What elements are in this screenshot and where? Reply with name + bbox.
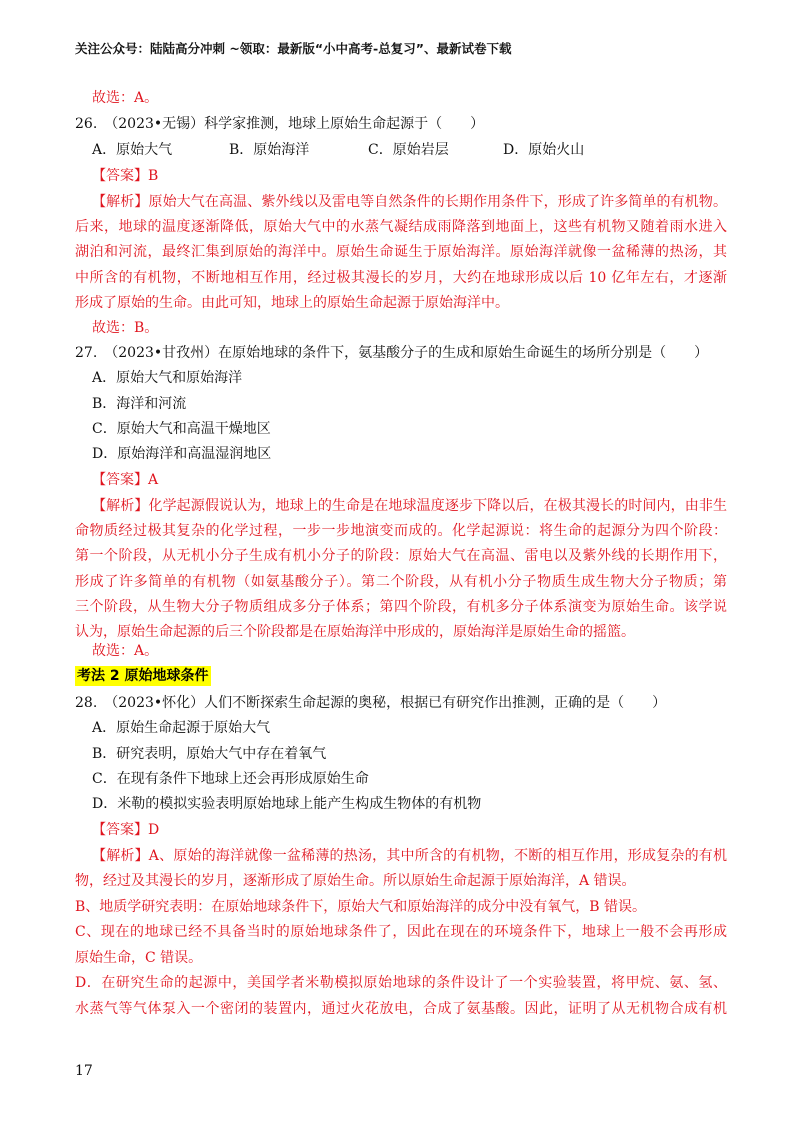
q28-option-d: D．米勒的模拟实验表明原始地球上能产生构成生物体的有机物: [92, 796, 482, 812]
q26-conclusion: 故选：B。: [92, 320, 159, 336]
q27-analysis-line: 【解析】化学起源假说认为，地球上的生命是在地球温度逐步下降以后，在极其漫长的时间内，由非生: [92, 498, 727, 514]
q28-analysis-line: 水蒸气等气体泵入一个密闭的装置内，通过火花放电，合成了氨基酸。因此，证明了从无机物合成有机: [75, 1001, 727, 1017]
page-header: 关注公众号：陆陆高分冲刺 ~领取：最新版“小中高考-总复习”、最新试卷下载: [75, 41, 512, 56]
q27-option-c: C．原始大气和高温干燥地区: [92, 421, 271, 437]
q28-analysis-line: D．在研究生命的起源中，美国学者米勒模拟原始地球的条件设计了一个实验装置，将甲烷、氨、氢、: [75, 975, 727, 991]
page-number: 17: [75, 1063, 93, 1079]
q26-analysis-line: 形成了原始的生命。由此可知，地球上的原始生命起源于原始海洋中。: [75, 295, 509, 311]
q27-option-b: B．海洋和河流: [92, 396, 187, 412]
q26-option-c: C．原始岩层: [368, 142, 449, 158]
q28-analysis-line: C、现在的地球已经不具备当时的原始地球条件了，因此在现在的环境条件下，地球上一般不会再形成: [75, 924, 727, 940]
q28-analysis-line: 【解析】A、原始的海洋就像一盆稀薄的热汤，其中所含的有机物，不断的相互作用，形成复杂的有机: [92, 848, 727, 864]
q28-stem: 28. （2023•怀化）人们不断探索生命起源的奥秘，根据已有研究作出推测，正确的是（ ）: [75, 695, 667, 711]
q26-analysis-line: 后来，地球的温度逐渐降低，原始大气中的水蒸气凝结成雨降落到地面上，这些有机物又随着雨水进入: [75, 219, 727, 235]
q27-conclusion: 故选：A。: [92, 643, 159, 659]
q27-option-a: A．原始大气和原始海洋: [92, 370, 243, 386]
q26-option-a: A．原始大气: [92, 142, 173, 158]
q27-analysis-line: 形成了许多简单的有机物（如氨基酸分子）。第二个阶段，从有机小分子物质生成生物大分子物质；第: [75, 574, 727, 590]
q27-stem: 27. （2023•甘孜州）在原始地球的条件下，氨基酸分子的生成和原始生命诞生的场所分别是（ ）: [75, 345, 709, 361]
q27-analysis-line: 命物质经过极其复杂的化学过程，一步一步地演变而成的。化学起源说：将生命的起源分为四个阶段：: [75, 523, 727, 539]
q28-analysis-line: 原始生命，C 错误。: [75, 950, 203, 966]
q27-option-d: D．原始海洋和高温湿润地区: [92, 446, 272, 462]
q26-stem: 26. （2023•无锡）科学家推测，地球上原始生命起源于（ ）: [75, 116, 485, 132]
q26-analysis-line: 【解析】原始大气在高温、紫外线以及雷电等自然条件的长期作用条件下，形成了许多简单的有机物。: [92, 194, 727, 210]
q28-analysis-line: B、地质学研究表明：在原始地球条件下，原始大气和原始海洋的成分中没有氧气，B 错误。: [75, 899, 647, 915]
q28-option-b: B．研究表明，原始大气中存在着氧气: [92, 746, 327, 762]
prev-conclusion: 故选：A。: [92, 90, 159, 106]
q27-analysis-line: 第一个阶段，从无机小分子生成有机小分子的阶段：原始大气在高温、雷电以及紫外线的长期作用下，: [75, 548, 727, 564]
section-heading: 考法 2 原始地球条件: [77, 668, 209, 684]
q26-answer: 【答案】B: [92, 168, 159, 184]
q27-answer: 【答案】A: [92, 472, 159, 488]
q26-analysis-line: 中所含的有机物，不断地相互作用，经过极其漫长的岁月，大约在地球形成以后 10 亿年左右，才逐渐: [75, 270, 727, 286]
q27-analysis-line: 三个阶段，从生物大分子物质组成多分子体系；第四个阶段，有机多分子体系演变为原始生命。该学说: [75, 599, 727, 615]
q28-option-a: A．原始生命起源于原始大气: [92, 720, 271, 736]
q28-analysis-line: 物，经过及其漫长的岁月，逐渐形成了原始生命。所以原始生命起源于原始海洋，A 错误。: [75, 873, 636, 889]
q27-analysis-line: 认为，原始生命起源的后三个阶段都是在原始海洋中形成的，原始海洋是原始生命的摇篮。: [75, 624, 635, 640]
q28-option-c: C．在现有条件下地球上还会再形成原始生命: [92, 771, 369, 787]
q26-option-d: D．原始火山: [503, 142, 585, 158]
q28-answer: 【答案】D: [92, 822, 160, 838]
q26-option-b: B．原始海洋: [229, 142, 310, 158]
q26-analysis-line: 湖泊和河流，最终汇集到原始的海洋中。原始生命诞生于原始海洋。原始海洋就像一盆稀薄的热汤，其: [75, 244, 727, 260]
